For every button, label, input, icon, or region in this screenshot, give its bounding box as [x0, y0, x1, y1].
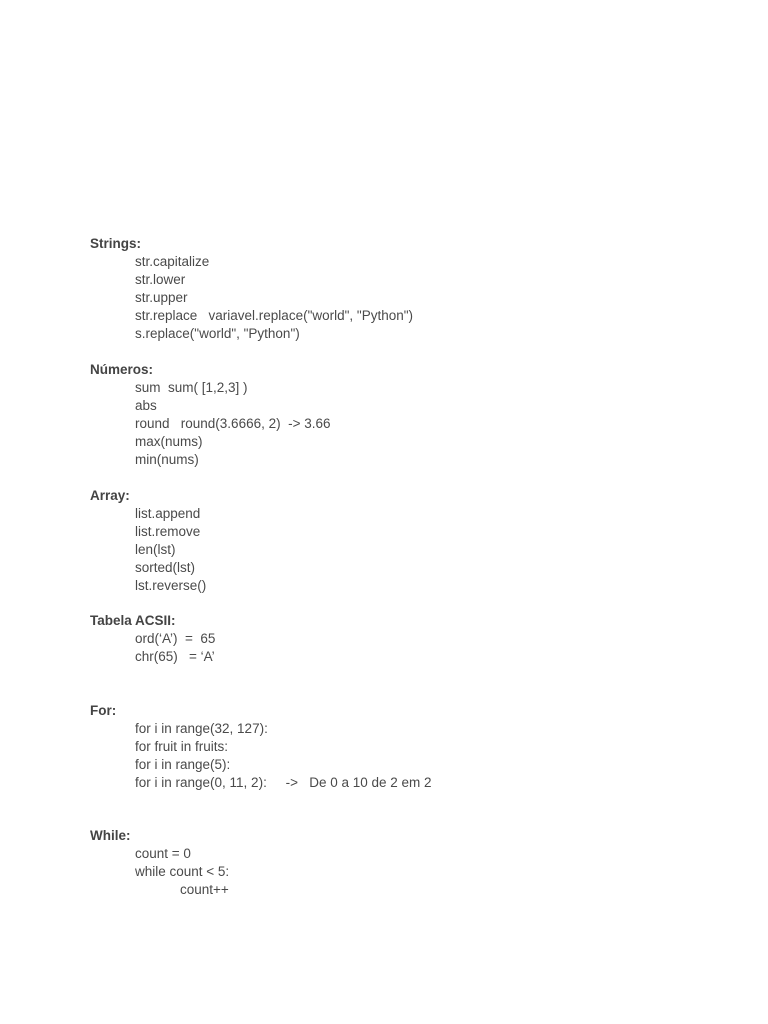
while-item: count = 0 — [135, 846, 191, 861]
while-item: while count < 5: — [135, 864, 230, 879]
for-item: for i in range(0, 11, 2): -> De 0 a 10 de 2 em 2 — [135, 775, 432, 790]
numeros-item: min(nums) — [135, 452, 199, 467]
array-item: len(lst) — [135, 542, 176, 557]
section-heading-for: For: — [90, 703, 117, 718]
section-heading-array: Array: — [90, 488, 130, 503]
array-item: sorted(lst) — [135, 560, 196, 575]
array-item: list.append — [135, 506, 201, 521]
tabela-acsii-item: ord(‘A’) = 65 — [135, 631, 216, 646]
strings-item: str.replace variavel.replace("world", "Python") — [135, 308, 414, 323]
array-item: list.remove — [135, 524, 201, 539]
section-heading-strings: Strings: — [90, 236, 142, 251]
strings-item: str.capitalize — [135, 254, 210, 269]
strings-item: str.lower — [135, 272, 186, 287]
section-heading-tabela-acsii: Tabela ACSII: — [90, 613, 176, 628]
for-item: for i in range(5): — [135, 757, 231, 772]
section-heading-numeros: Números: — [90, 362, 154, 377]
strings-item: str.upper — [135, 290, 188, 305]
for-item: for fruit in fruits: — [135, 739, 229, 754]
numeros-item: max(nums) — [135, 434, 203, 449]
array-item: lst.reverse() — [135, 578, 207, 593]
numeros-item: sum sum( [1,2,3] ) — [135, 380, 248, 395]
numeros-item: round round(3.6666, 2) -> 3.66 — [135, 416, 331, 431]
for-item: for i in range(32, 127): — [135, 721, 268, 736]
section-heading-while: While: — [90, 828, 131, 843]
while-item: count++ — [180, 882, 229, 897]
numeros-item: abs — [135, 398, 157, 413]
tabela-acsii-item: chr(65) = ‘A’ — [135, 649, 215, 664]
strings-item: s.replace("world", "Python") — [135, 326, 300, 341]
